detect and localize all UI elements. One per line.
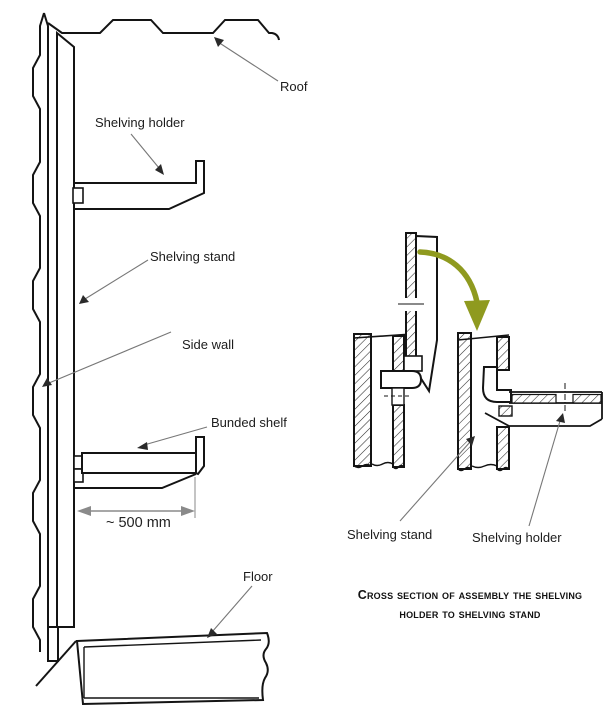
floor-leader: [207, 586, 252, 638]
cs-shelving-holder-label: Shelving holder: [472, 530, 562, 545]
shelving-stand-post: [57, 33, 74, 627]
cs-hook: [381, 371, 421, 388]
cs-holder-leader: [529, 413, 565, 526]
shelving-stand-label: Shelving stand: [150, 249, 236, 264]
dimension-500mm: [77, 477, 195, 518]
roof-label: Roof: [280, 79, 308, 94]
cs-stand-leader: [400, 436, 475, 521]
side-wall-label: Side wall: [182, 337, 235, 352]
caption-line-2: holder to shelving stand: [399, 606, 541, 621]
cs-shelving-stand-label: Shelving stand: [347, 527, 433, 542]
side-wall-profile: [33, 13, 48, 652]
cs-shelf: [509, 383, 602, 412]
upper-shelving-holder: [73, 161, 204, 209]
cs-right-assembly: [458, 333, 602, 471]
shelving-stand-leader: [79, 260, 148, 304]
lower-holder-arm: [75, 474, 196, 488]
roof-leader: [214, 37, 278, 81]
shelving-holder-leader: [131, 134, 164, 175]
bund-lip: [196, 437, 204, 474]
bunded-shelf-label: Bunded shelf: [211, 415, 287, 430]
cs-left-assembly: [354, 233, 437, 469]
dimension-label: ~ 500 mm: [106, 515, 171, 531]
cs-hook-step: [404, 356, 422, 371]
caption-line-1: Cross section of assembly the shelving: [357, 588, 583, 602]
stand-foot: [48, 627, 58, 661]
roof-profile: [48, 20, 279, 40]
cross-section-caption: [340, 586, 600, 624]
cross-section-drawing: [354, 233, 602, 526]
floor-label: Floor: [243, 569, 273, 584]
floor-drawing: [77, 633, 269, 704]
bunded-shelf-assembly: [74, 437, 204, 488]
cs-engaged-hook: [483, 367, 511, 402]
shelving-holder-label: Shelving holder: [95, 115, 185, 130]
bunded-shelf-body: [82, 453, 196, 473]
cs-leader-arrows: [400, 413, 565, 526]
